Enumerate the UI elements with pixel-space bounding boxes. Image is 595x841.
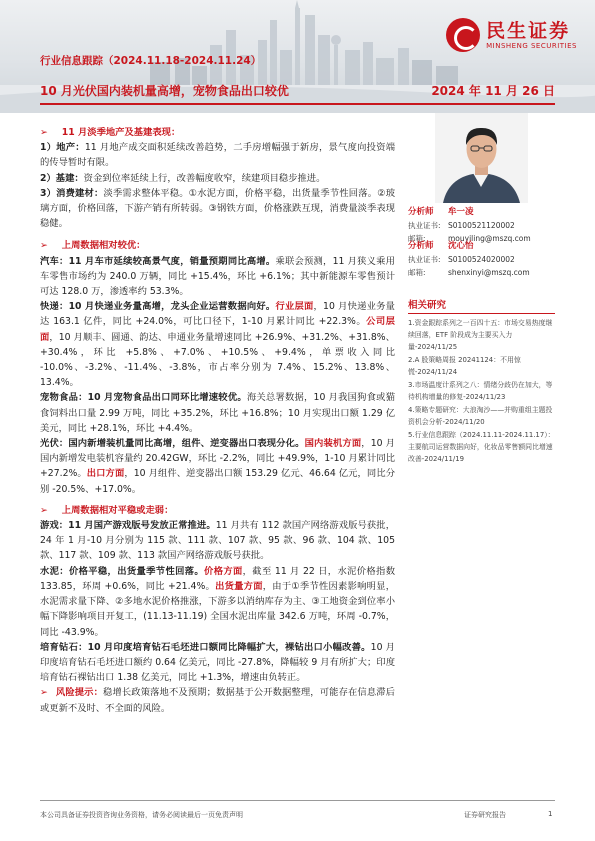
related-research-list: [408, 317, 555, 466]
arrow-bullet-icon: ➢: [40, 240, 48, 252]
related-item[interactable]: 5.行业信息跟踪（2024.11.11-2024.11.17）：主要航司运营数据向好，化妆品零售额同比增速改善-2024/11/19: [408, 431, 555, 463]
paragraph: 2）基建：资金到位率延续上行，改善幅度收窄，续建项目稳步推进。: [40, 172, 326, 184]
paragraph: 游戏：11 月国产游戏版号发放正常推进。11 月共有 112 款国产网络游戏版号获批，24 年 1 月-10 月分别为 115 款、111 款、107 款、95 款、96 款、104 款、105 款、117 款、109 款、113 款国产网络游戏版号获批。: [40, 520, 395, 562]
paragraph: 汽车：11 月车市延续较高景气度，销量预期同比高增。乘联会预测，11 月狭义乘用车零售市场约为 240.0 万辆，同比 +15.4%，环比 +6.1%；其中新能源车零售预计可达 128.0 万，渗透率约 53.3%。: [40, 255, 395, 298]
analyst-email[interactable]: mouyiling@mszq.com: [448, 234, 531, 243]
analyst-card: 分析师 沈心怡 执业证书: S0100524020002 邮箱: shenxinyi@mszq.com: [408, 241, 530, 277]
logo-text-cn: 民生证券: [486, 19, 571, 42]
footer-report-type: 证券研究报告: [464, 811, 506, 819]
arrow-bullet-icon: ➢: [40, 127, 48, 138]
page-number: 1: [548, 810, 553, 818]
company-logo: [446, 18, 577, 52]
report-series: 行业信息跟踪（2024.11.18-2024.11.24）: [40, 55, 262, 67]
analyst-email[interactable]: shenxinyi@mszq.com: [448, 268, 530, 277]
report-date: 2024 年 11 月 26 日: [431, 84, 555, 98]
paragraph: 3）消费建材：淡季需求整体平稳。①水泥方面，价格平稳，出货量季节性回落。②玻璃方面，价格回落，下游产销有所转弱。③钢铁方面，价格涨跌互现，消费量淡季表现稳健。: [40, 187, 395, 230]
logo-mark-icon: [446, 18, 480, 52]
header-divider: [40, 103, 555, 105]
report-title: 10 月光伏国内装机量高增，宠物食品出口较优: [40, 84, 289, 98]
main-content: [40, 123, 395, 716]
section-heading: ➢ 上周数据相对较优：: [40, 240, 146, 252]
arrow-bullet-icon: ➢: [40, 504, 48, 516]
related-item[interactable]: 3.市场温度计系列之八：情绪分歧仍在加大，等待机构增量的修复-2024/11/23: [408, 381, 553, 401]
section-heading: ➢ 11 月淡季地产及基建表现：: [40, 127, 181, 138]
related-item[interactable]: 2.A 股策略周报 20241124：不用惊慌-2024/11/24: [408, 356, 521, 376]
related-research-title: 相关研究: [408, 297, 555, 314]
analyst-card: 分析师 牟一凌 执业证书: S0100521120002 邮箱: mouyiling@mszq.com: [408, 207, 531, 243]
footer-divider: [40, 800, 555, 801]
analyst-photo: [435, 113, 528, 203]
arrow-bullet-icon: ➢: [40, 687, 48, 699]
logo-text-en: MINSHENG SECURITIES: [486, 41, 577, 50]
paragraph: 快递：10 月快递业务量高增，龙头企业运营数据向好。行业层面，10 月快递业务量达 163.1 亿件，同比 +24.0%，可比口径下，1-10 月累计同比 +22.3%。公司层面，10 月顺丰、圆通、韵达、申通业务量增速同比 +26.9%、+31.2%、+31.8%、+30.4%，环比 +5.8%、+7.0%、+10.5%、+9.4%，单票收入同比 -10.0%、-3.2%、-11.4%、-3.8%，市占率分别为 7.4%、15.2%、13.8%、13.4%。: [40, 301, 395, 389]
paragraph: 1）地产：11 月地产成交面积延续改善趋势，二手房增幅强于新房，景气度向投资端的传导暂时有限。: [40, 142, 395, 169]
paragraph: 水泥：价格平稳，出货量季节性回落。价格方面，截至 11 月 22 日，水泥价格指数 133.85，环周 +0.6%，同比 +21.4%。出货量方面，由于①季节性因素影响明显，水泥需求量下降、②多地水泥价格推涨，下游多以消纳库存为主、③工地资金到位率小幅下降影响项目开复工，(11.13-11.19) 全国水泥出库量 342.6 万吨，环周 -0.7%，同比 -43.9%。: [40, 565, 395, 638]
footer-disclaimer: 本公司具备证券投资咨询业务资格，请务必阅读最后一页免责声明: [40, 811, 243, 819]
related-item[interactable]: 4.策略专题研究：大浪淘沙——并购重组主题投资机会分析-2024/11/20: [408, 406, 553, 426]
paragraph: 培育钻石：10 月印度培育钻石毛坯进口额同比降幅扩大，裸钻出口小幅改善。10 月印度培育钻石毛坯进口额约 0.64 亿美元，同比 -27.8%，降幅较 9 月有所扩大；印度培育钻石裸钻出口 1.38 亿美元，同比 +1.3%，增速由负转正。: [40, 641, 395, 684]
analyst-portrait-icon: [435, 113, 528, 203]
risk-paragraph: ➢ 风险提示：稳增长政策落地不及预期；数据基于公开数据整理，可能存在信息滞后或更新不及时、不全面的风险。: [40, 687, 395, 714]
paragraph: 光伏：国内新增装机量同比高增，组件、逆变器出口表现分化。国内装机方面，10 月国内新增发电装机容量约 20.42GW，环比 -2.2%，同比 +49.9%，1-10 月累计同比 +27.2%。出口方面，10 月组件、逆变器出口额 153.29 亿元、46.64 亿元，同比分别 -20.5%、+17.0%。: [40, 438, 395, 495]
report-header: [0, 0, 595, 113]
related-item[interactable]: 1.资金跟踪系列之一百四十五：市场交易热度继续回落，ETF 阶段成为主要买入力量-2024/11/25: [408, 319, 553, 351]
paragraph: 宠物食品：10 月宠物食品出口同环比增速较优。海关总署数据，10 月我国狗食或猫食饲料出口量 2.99 万吨，同比 +35.2%，环比 +16.8%；10 月实现出口额 1.29 亿美元，同比 +28.1%，环比 +4.4%。: [40, 392, 395, 434]
section-heading: ➢ 上周数据相对平稳或走弱：: [40, 504, 174, 516]
